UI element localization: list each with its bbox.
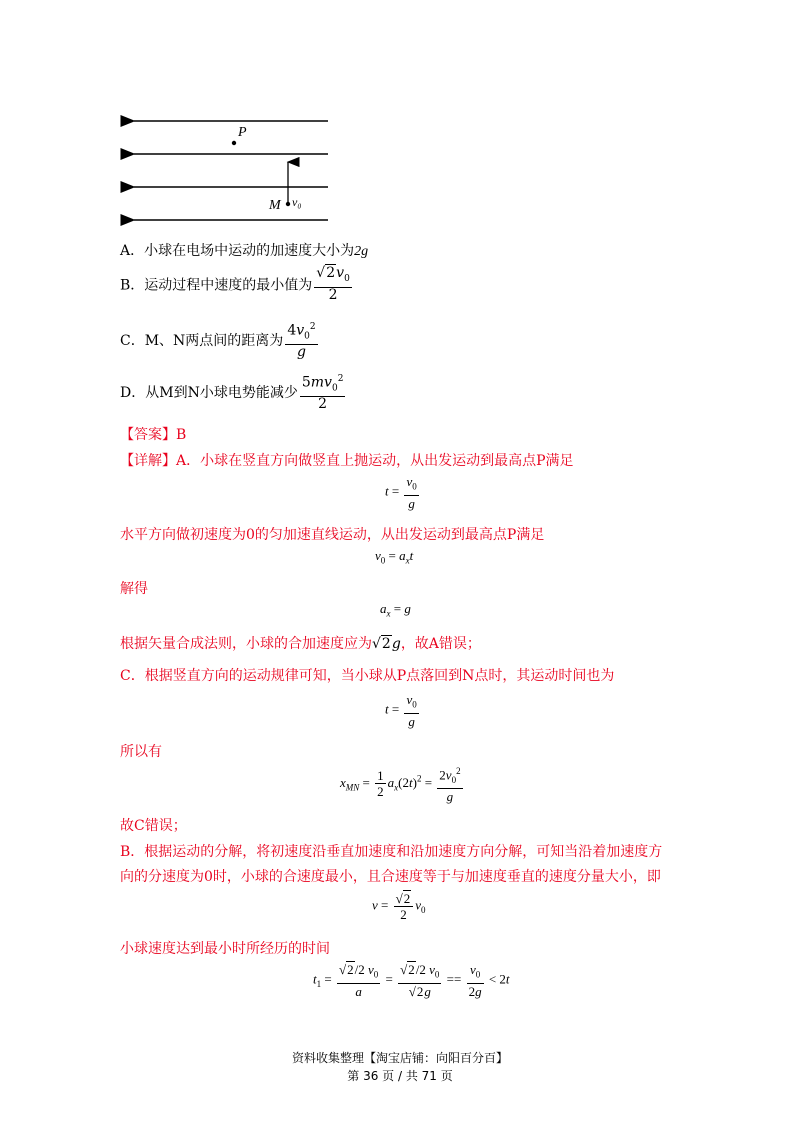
- solution-intro: 【详解】A．小球在竖直方向做竖直上抛运动，从出发运动到最高点P满足: [120, 453, 574, 469]
- eq-v0: $v_0 = a_xt$: [375, 548, 414, 566]
- solution-line10: 小球速度达到最小时所经历的时间: [120, 941, 330, 957]
- option-D: D．从M到N小球电势能减少 $\frac{5mv_0^2}{2}$: [120, 374, 344, 413]
- eq-ax: $a_x = g$: [380, 601, 411, 619]
- eq-xmn: $x_{MN}$ = $\frac{1}{2}$ $a_x(2t)^2$ = $\frac{2v_0^2}{g}$: [340, 766, 461, 804]
- point-M: [286, 202, 290, 206]
- option-C: C．M、N两点间的距离为 $\frac{4v_0^2}{g}$: [120, 322, 316, 361]
- solution-line9: 向的分速度为0时，小球的合速度最小，且合速度等于与加速度垂直的速度分量大小，即: [120, 869, 661, 885]
- solution-line7: 故C错误；: [120, 818, 187, 834]
- solution-line2: 水平方向做初速度为0的匀加速直线运动，从出发运动到最高点P满足: [120, 527, 545, 543]
- solution-line6: 所以有: [120, 744, 162, 760]
- label-P: P: [238, 125, 247, 140]
- solution-line3: 解得: [120, 581, 148, 597]
- eq-t: t = $\frac{v_0}{g}$: [385, 474, 417, 511]
- option-B: B．运动过程中速度的最小值为 $\frac{√2v_0}{2}$: [120, 265, 350, 303]
- field-diagram: [120, 110, 340, 230]
- label-M: M: [269, 198, 281, 213]
- eq-v: v = $\frac{√2}{2}$ $v_0$: [372, 891, 426, 922]
- footer-source: 资料收集整理【淘宝店铺：向阳百分百】: [291, 1051, 508, 1065]
- point-P: [232, 141, 236, 145]
- solution-line4: 根据矢量合成法则，小球的合加速度应为√2g，故A错误；: [120, 636, 481, 652]
- eq-t1: $t_1$ = $\frac{√2/2 v_0}{a}$ = $\frac{√2/2 v_0}{√2g}$ == $\frac{v_0}{2g}$ < 2t: [313, 962, 510, 999]
- option-A: A．小球在电场中运动的加速度大小为2g: [120, 243, 369, 259]
- solution-line8: B．根据运动的分解，将初速度沿垂直加速度和沿加速度方向分解，可知当沿着加速度方: [120, 844, 663, 860]
- answer-label: 【答案】B: [120, 427, 187, 443]
- label-v0: v₀: [292, 195, 302, 209]
- eq-t2: t = $\frac{v_0}{g}$: [385, 692, 417, 729]
- solution-line5: C．根据竖直方向的运动规律可知，当小球从P点落回到N点时，其运动时间也为: [120, 668, 615, 684]
- footer-page-number: 第 36 页 / 共 71 页: [347, 1069, 453, 1083]
